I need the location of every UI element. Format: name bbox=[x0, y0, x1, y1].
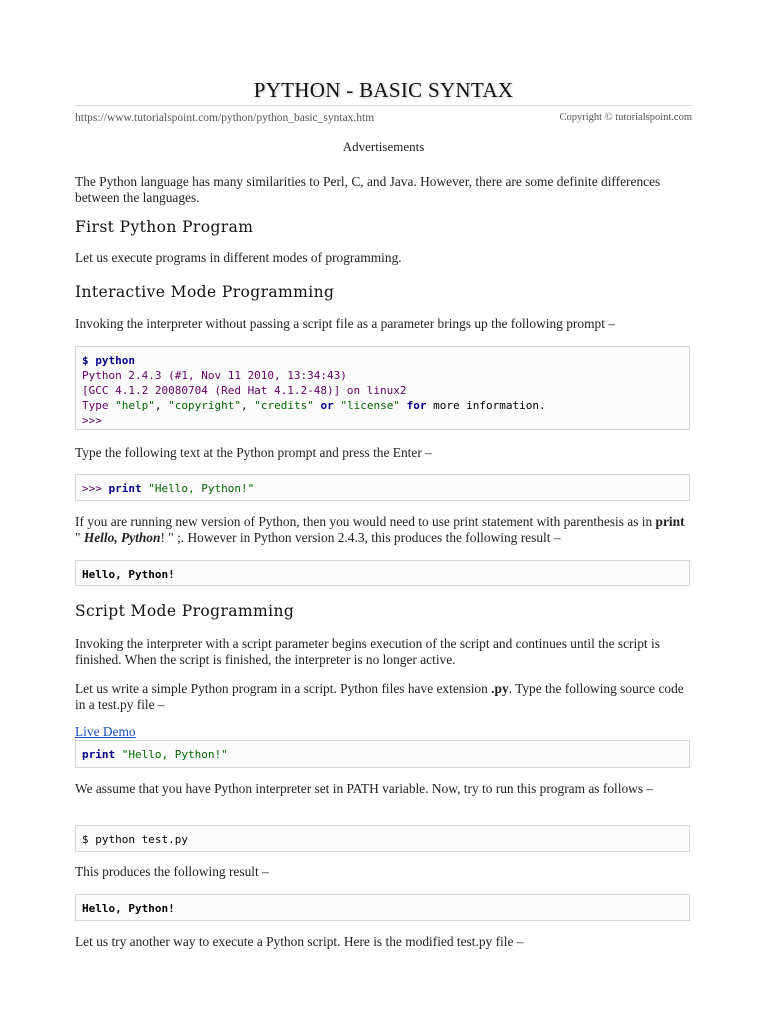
code-token: Type bbox=[82, 399, 109, 412]
code-token: "Hello, Python!" bbox=[148, 482, 255, 495]
text-run: Let us write a simple Python program in a script. Python files have extension bbox=[75, 681, 492, 696]
code-token: "credits" bbox=[254, 399, 314, 412]
another-way-paragraph: Let us try another way to execute a Python script. Here is the modified test.py file – bbox=[75, 934, 524, 949]
text-run: " bbox=[75, 530, 84, 545]
script-paragraph-2 bbox=[75, 681, 692, 713]
heading-first-python-program: First Python Program bbox=[75, 218, 254, 236]
code-token: print bbox=[82, 748, 116, 761]
code-token: print bbox=[108, 482, 142, 495]
path-paragraph: We assume that you have Python interpreter set in PATH variable. Now, try to run this program as follows – bbox=[75, 781, 654, 796]
type-paragraph: Type the following text at the Python prompt and press the Enter – bbox=[75, 445, 432, 460]
text-run: ! " ;. However in Python version 2.4.3, this produces the following result – bbox=[160, 530, 561, 545]
code-line: $ python bbox=[82, 354, 135, 367]
text-run: .py bbox=[491, 681, 509, 696]
text-run: . Type the following source code in a test.py file – bbox=[75, 681, 684, 712]
code-token: >>> bbox=[82, 482, 102, 495]
code-token: more information. bbox=[426, 399, 546, 412]
new-version-paragraph bbox=[75, 514, 692, 546]
url-bar bbox=[75, 105, 692, 128]
result-paragraph: This produces the following result – bbox=[75, 864, 269, 879]
code-token: "Hello, Python!" bbox=[121, 748, 228, 761]
code-line: >>> bbox=[82, 414, 102, 427]
copyright-notice: Copyright © tutorialspoint.com bbox=[559, 112, 692, 123]
page-url: https://www.tutorialspoint.com/python/python_basic_syntax.htm bbox=[75, 112, 375, 124]
intro-paragraph: The Python language has many similarities to Perl, C, and Java. However, there are some definite differences between the languages. bbox=[75, 174, 661, 205]
code-block-run: $ python test.py bbox=[75, 825, 690, 852]
text-run: Hello, Python bbox=[83, 530, 161, 545]
code-block-interactive bbox=[75, 346, 690, 430]
code-block-prompt bbox=[75, 474, 690, 501]
invoke-paragraph: Invoking the interpreter without passing a script file as a parameter brings up the following prompt – bbox=[75, 316, 615, 331]
heading-interactive-mode: Interactive Mode Programming bbox=[75, 283, 335, 301]
code-line: [GCC 4.1.2 20080704 (Red Hat 4.1.2-48)] on linux2 bbox=[82, 384, 407, 397]
code-token: or bbox=[313, 399, 341, 412]
code-token: , bbox=[154, 399, 169, 412]
code-token: "help" bbox=[115, 399, 155, 412]
code-token: "copyright" bbox=[168, 399, 241, 412]
execute-paragraph: Let us execute programs in different modes of programming. bbox=[75, 250, 402, 265]
code-block-result: Hello, Python! bbox=[75, 560, 690, 586]
code-block-script bbox=[75, 740, 690, 768]
script-paragraph-1: Invoking the interpreter with a script parameter begins execution of the script and continues until the script is finished. When the script is finished, the interpreter is no longer active. bbox=[75, 636, 660, 667]
code-line: Python 2.4.3 (#1, Nov 11 2010, 13:34:43) bbox=[82, 369, 347, 382]
text-run: print bbox=[655, 514, 685, 529]
code-token: for bbox=[399, 399, 427, 412]
live-demo-link[interactable]: Live Demo bbox=[75, 724, 136, 739]
page-title: PYTHON - BASIC SYNTAX bbox=[253, 78, 514, 102]
code-token: "license" bbox=[340, 399, 400, 412]
text-run: If you are running new version of Python, then you would need to use print statement with parenthesis as in bbox=[75, 514, 656, 529]
heading-script-mode: Script Mode Programming bbox=[75, 602, 295, 620]
advertisements-label: Advertisements bbox=[342, 139, 425, 154]
code-block-output: Hello, Python! bbox=[75, 894, 690, 921]
code-token: , bbox=[240, 399, 255, 412]
